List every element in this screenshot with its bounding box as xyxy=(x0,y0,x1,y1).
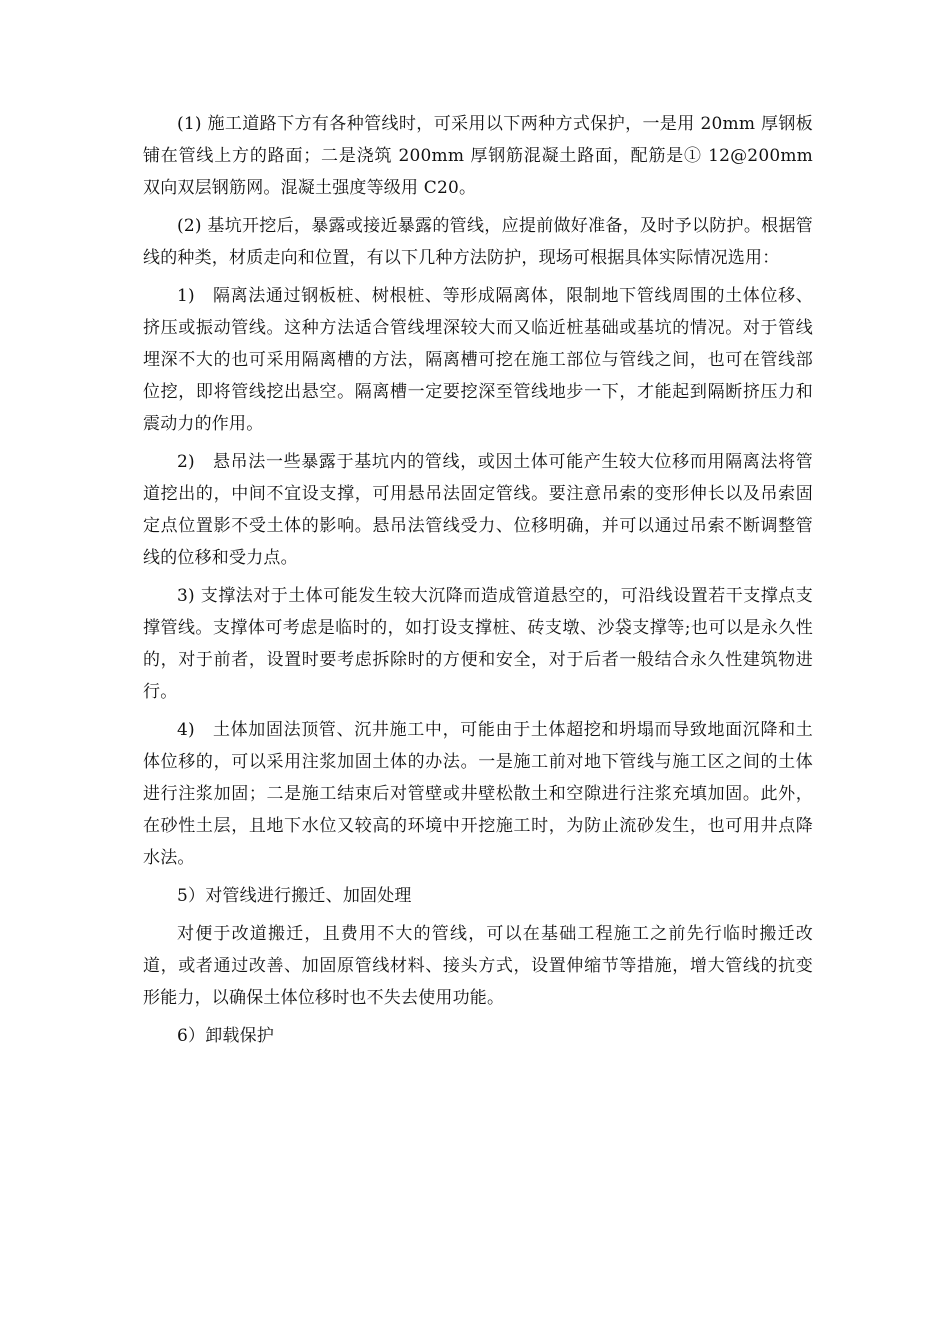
paragraph-support-method: 3) 支撑法对于土体可能发生较大沉降而造成管道悬空的，可沿线设置若干支撑点支撑管线。支撑体可考虑是临时的，如打设支撑桩、砖支墩、沙袋支撑等;也可以是永久性的，对于前者，设置时要考虑拆除时的方便和安全，对于后者一般结合永久性建筑物进行。 xyxy=(143,586,813,702)
paragraph-suspension-method: 2) 悬吊法一些暴露于基坑内的管线，或因土体可能产生较大位移而用隔离法将管道挖出的，中间不宜设支撑，可用悬吊法固定管线。要注意吊索的变形伸长以及吊索固定点位置影不受土体的影响。悬吊法管线受力、位移明确，并可以通过吊索不断调整管线的位移和受力点。 xyxy=(143,452,813,568)
paragraph-soil-reinforcement: 4) 土体加固法顶管、沉井施工中，可能由于土体超挖和坍塌而导致地面沉降和土体位移的，可以采用注浆加固土体的办法。一是施工前对地下管线与施工区之间的土体进行注浆加固；二是施工结束后对管壁或井壁松散土和空隙进行注浆充填加固。此外，在砂性土层，且地下水位又较高的环境中开挖施工时，为防止流砂发生，也可用井点降水法。 xyxy=(143,720,813,868)
paragraph-relocation: 对便于改道搬迁，且费用不大的管线，可以在基础工程施工之前先行临时搬迁改道，或者通过改善、加固原管线材料、接头方式，设置伸缩节等措施，增大管线的抗变形能力，以确保土体位移时也不失去使用功能。 xyxy=(143,924,813,1008)
heading-unloading-protection: 6）卸载保护 xyxy=(177,1026,275,1046)
paragraph-excavation-protection: (2) 基坑开挖后，暴露或接近暴露的管线，应提前做好准备，及时予以防护。根据管线的种类，材质走向和位置，有以下几种方法防护，现场可根据具体实际情况选用： xyxy=(143,216,813,268)
document-body xyxy=(143,108,819,1052)
paragraph-road-protection: (1) 施工道路下方有各种管线时，可采用以下两种方式保护，一是用 20mm 厚钢板铺在管线上方的路面；二是浇筑 200mm 厚钢筋混凝土路面，配筋是① 12@200mm 双向双层钢筋网。混凝土强度等级用 C20。 xyxy=(143,114,819,198)
paragraph-isolation-method: 1) 隔离法通过钢板桩、树根桩、等形成隔离体，限制地下管线周围的土体位移、挤压或振动管线。这种方法适合管线埋深较大而又临近桩基础或基坑的情况。对于管线埋深不大的也可采用隔离槽的方法，隔离槽可挖在施工部位与管线之间，也可在管线部位挖，即将管线挖出悬空。隔离槽一定要挖深至管线地步一下，才能起到隔断挤压力和震动力的作用。 xyxy=(143,286,813,434)
heading-relocation: 5）对管线进行搬迁、加固处理 xyxy=(177,886,412,906)
